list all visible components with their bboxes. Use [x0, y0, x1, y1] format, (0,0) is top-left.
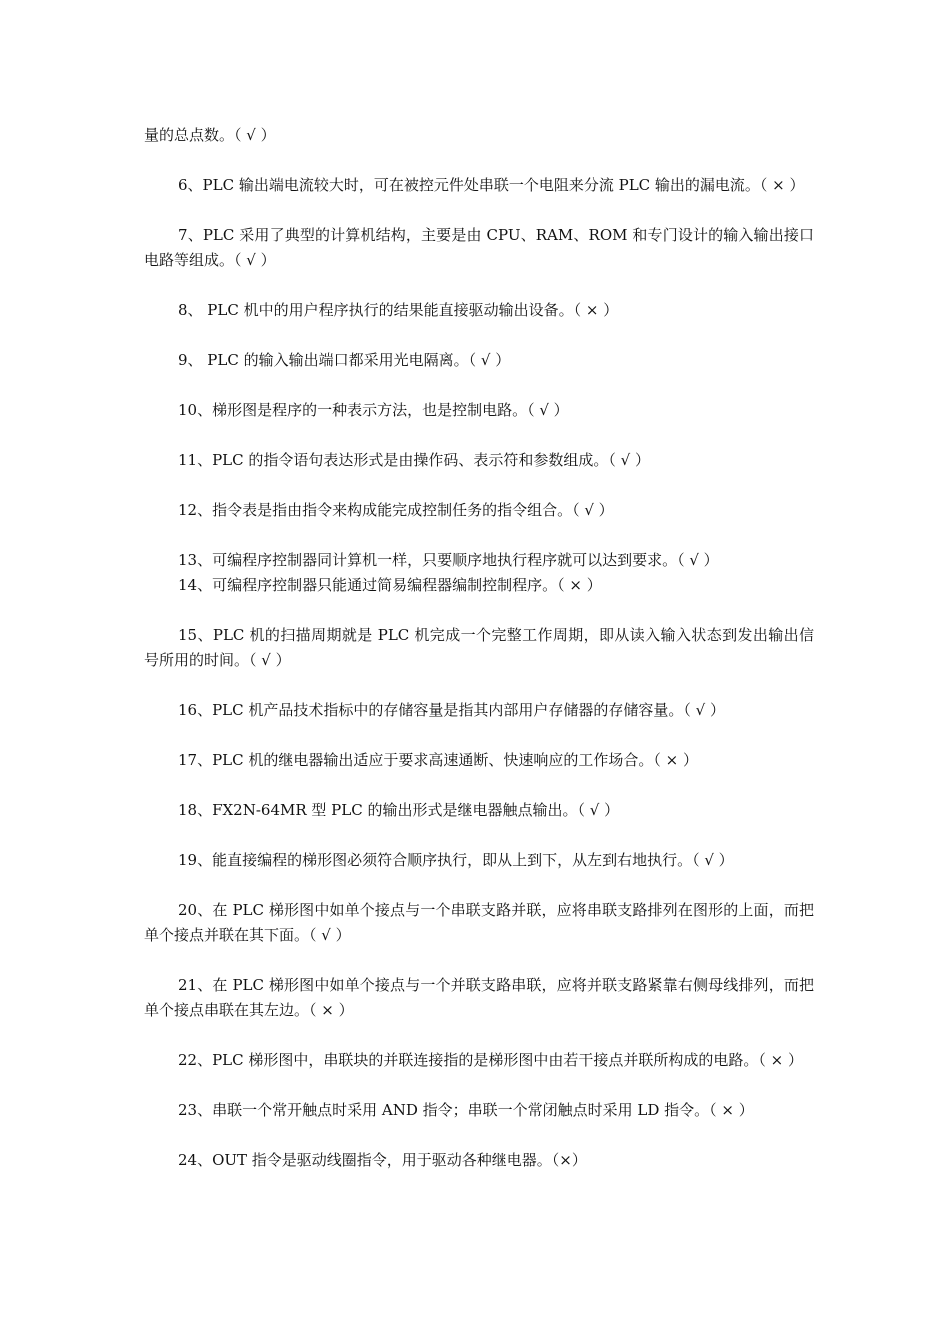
question-19: 19、能直接编程的梯形图必须符合顺序执行，即从上到下，从左到右地执行。（ √ ）	[178, 851, 734, 869]
question-23: 23、串联一个常开触点时采用 AND 指令；串联一个常闭触点时采用 LD 指令。（ × ）	[178, 1101, 754, 1119]
question-5-continuation: 量的总点数。（ √ ）	[144, 126, 276, 144]
question-21: 21、在 PLC 梯形图中如单个接点与一个并联支路串联，应将并联支路紧靠右侧母线排列，而把单个接点串联在其左边。（ × ）	[144, 976, 814, 1019]
question-24: 24、OUT 指令是驱动线圈指令，用于驱动各种继电器。（×）	[178, 1151, 587, 1169]
document-body	[144, 123, 814, 1173]
question-22: 22、PLC 梯形图中，串联块的并联连接指的是梯形图中由若干接点并联所构成的电路。（ × ）	[178, 1051, 803, 1069]
question-6: 6、PLC 输出端电流较大时，可在被控元件处串联一个电阻来分流 PLC 输出的漏电流。（ × ）	[178, 176, 805, 194]
question-15: 15、PLC 机的扫描周期就是 PLC 机完成一个完整工作周期，即从读入输入状态到发出输出信号所用的时间。（ √ ）	[144, 626, 814, 669]
question-10: 10、梯形图是程序的一种表示方法，也是控制电路。（ √ ）	[178, 401, 569, 419]
question-12: 12、指令表是指由指令来构成能完成控制任务的指令组合。（ √ ）	[178, 501, 614, 519]
question-20: 20、在 PLC 梯形图中如单个接点与一个串联支路并联，应将串联支路排列在图形的上面，而把单个接点并联在其下面。（ √ ）	[144, 901, 814, 944]
question-13: 13、可编程序控制器同计算机一样，只要顺序地执行程序就可以达到要求。（ √ ）	[178, 551, 719, 569]
question-8: 8、 PLC 机中的用户程序执行的结果能直接驱动输出设备。（ × ）	[178, 301, 619, 319]
question-11: 11、PLC 的指令语句表达形式是由操作码、表示符和参数组成。（ √ ）	[178, 451, 650, 469]
question-16: 16、PLC 机产品技术指标中的存储容量是指其内部用户存储器的存储容量。（ √ ）	[178, 701, 725, 719]
question-7: 7、PLC 采用了典型的计算机结构，主要是由 CPU、RAM、ROM 和专门设计的输入输出接口电路等组成。（ √ ）	[144, 226, 814, 269]
question-18: 18、FX2N-64MR 型 PLC 的输出形式是继电器触点输出。（ √ ）	[178, 801, 620, 819]
question-14: 14、可编程序控制器只能通过简易编程器编制控制程序。（ × ）	[178, 576, 602, 594]
question-17: 17、PLC 机的继电器输出适应于要求高速通断、快速响应的工作场合。（ × ）	[178, 751, 698, 769]
question-9: 9、 PLC 的输入输出端口都采用光电隔离。（ √ ）	[178, 351, 511, 369]
